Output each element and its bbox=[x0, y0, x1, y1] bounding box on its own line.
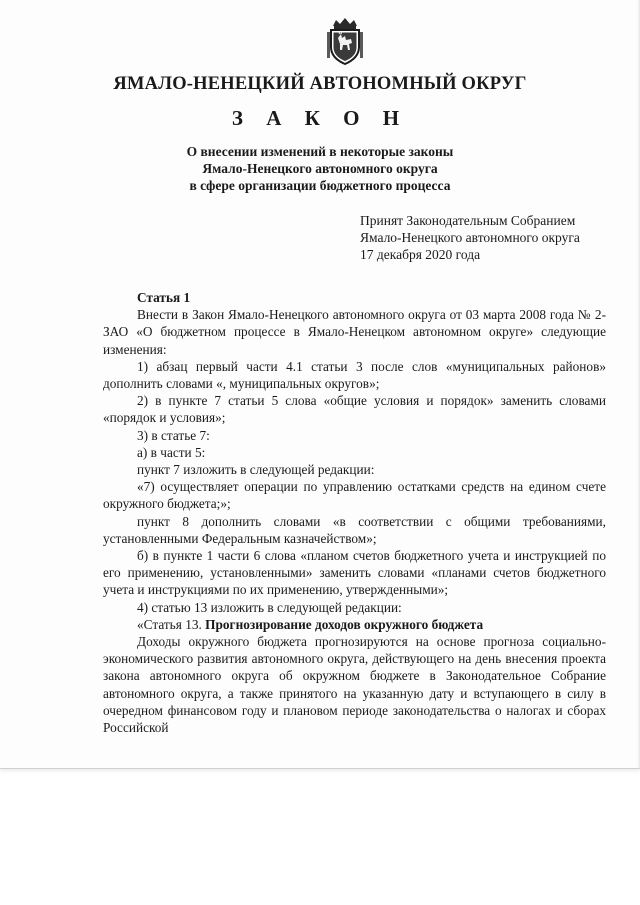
coat-of-arms-emblem bbox=[325, 14, 365, 66]
paragraph: а) в части 5: bbox=[137, 444, 206, 460]
paragraph: 4) статью 13 изложить в следующей редакции: bbox=[137, 599, 402, 615]
document-type: З А К О Н bbox=[231, 106, 409, 130]
paragraph: пункт 8 дополнить словами «в соответствии с общими требованиями, установленными Федеральным казначейством»; bbox=[103, 513, 606, 546]
law-title bbox=[0, 143, 640, 194]
paragraph: Внести в Закон Ямало-Ненецкого автономного округа от 03 марта 2008 года № 2-ЗАО «О бюджетном процессе в Ямало-Ненецком автономном округе» следующие изменения: bbox=[103, 307, 606, 357]
paragraph: пункт 7 изложить в следующей редакции: bbox=[137, 462, 375, 478]
adoption-line: Принят Законодательным Собранием bbox=[360, 213, 576, 228]
paragraph: «7) осуществляет операции по управлению остатками средств на едином счете окружного бюджета;»; bbox=[103, 479, 606, 512]
article-heading: Статья 1 bbox=[137, 290, 191, 305]
paragraph: б) в пункте 1 части 6 слова «планом счетов бюджетного учета и инструкцией по его применению, установленными» заменить словами «планами счетов бюджетного учета и инструкциями по их применению, утвержденными»; bbox=[103, 548, 606, 598]
article-13-title: Прогнозирование доходов окружного бюджета bbox=[205, 616, 484, 632]
adoption-note bbox=[360, 212, 580, 263]
article-1 bbox=[103, 289, 606, 736]
region-name: ЯМАЛО-НЕНЕЦКИЙ АВТОНОМНЫЙ ОКРУГ bbox=[113, 74, 527, 94]
paragraph: 1) абзац первый части 4.1 статьи 3 после слов «муниципальных районов» дополнить словами «, муниципальных округов»; bbox=[103, 358, 606, 392]
adoption-line: Ямало-Ненецкого автономного округа bbox=[360, 230, 580, 245]
article-13-heading bbox=[103, 616, 606, 633]
law-title-line: О внесении изменений в некоторые законы bbox=[186, 144, 454, 159]
paragraph: 2) в пункте 7 статьи 5 слова «общие условия и порядок» заменить словами «порядок и условия»; bbox=[103, 393, 606, 426]
law-title-line: Ямало-Ненецкого автономного округа bbox=[202, 161, 438, 176]
paragraph: Доходы окружного бюджета прогнозируются на основе прогноза социально-экономического развития автономного округа, действующего на день внесения проекта закона автономного округа об окружном бюджете в Законодательное Собрание автономного округа, а также принятого на указанную дату и вступающего в силу в очередном финансовом году и плановом периоде законодательства о налогах и сборах Российской bbox=[103, 634, 606, 736]
law-title-line: в сфере организации бюджетного процесса bbox=[189, 178, 451, 193]
article-13-prefix: «Статья 13. bbox=[137, 616, 206, 632]
adoption-date: 17 декабря 2020 года bbox=[360, 247, 481, 262]
paragraph: 3) в статье 7: bbox=[137, 427, 210, 443]
